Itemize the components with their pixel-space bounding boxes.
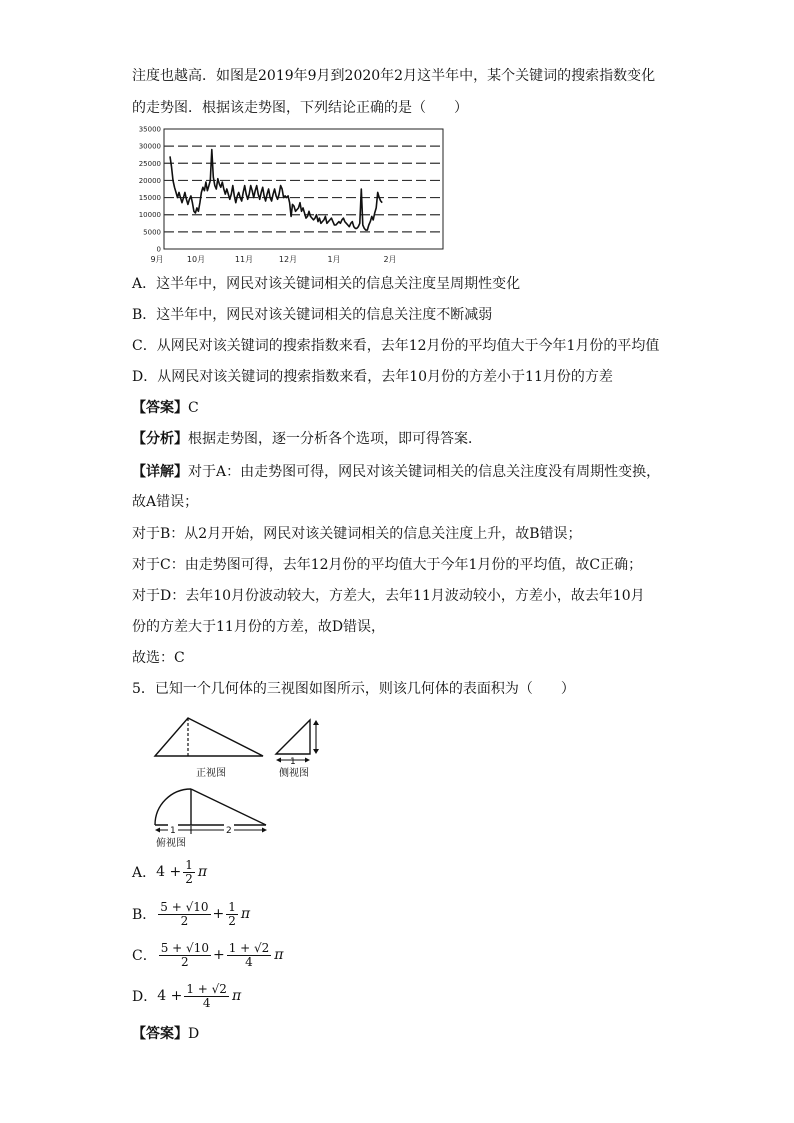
q4-answer: C	[188, 400, 199, 416]
q4-option-b: B．这半年中，网民对该关键词相关的信息关注度不断减弱	[132, 307, 493, 323]
q4-detail-line-3: 对于B：从2月开始，网民对该关键词相关的信息关注度上升，故B错误；	[132, 526, 582, 542]
q5-b-fraction-2: $\frac{1}{2}$	[228, 899, 236, 928]
q5-b-fraction-1: $\frac{5 + √10}{2}$	[160, 899, 209, 928]
chart-plot-frame	[164, 129, 443, 249]
front-view-triangle	[155, 718, 263, 756]
chart-y-tick-label: 0	[156, 245, 161, 254]
chart-y-ticks	[139, 126, 161, 254]
analysis-tag: 【分析】	[132, 431, 188, 447]
chart-y-tick-label: 10000	[138, 211, 161, 220]
chart-y-tick-label: 5000	[143, 228, 161, 237]
q5-stem: 5．已知一个几何体的三视图如图所示，则该几何体的表面积为（ ）	[132, 681, 575, 697]
intro-line-2: 的走势图．根据该走势图，下列结论正确的是（ ）	[132, 100, 468, 116]
q4-detail-line-5: 对于D：去年10月份波动较大，方差大，去年11月波动较小，方差小，故去年10月	[132, 588, 645, 604]
chart-y-tick-label: 30000	[138, 142, 161, 151]
q4-analysis: 根据走势图，逐一分析各个选项，即可得答案．	[188, 431, 482, 447]
top-view-quarter-circle	[155, 789, 191, 825]
top-view-slant-edge	[191, 789, 266, 825]
chart-x-tick-label: 10月	[186, 255, 206, 264]
q4-detail-line-7: 故选：C	[132, 650, 185, 666]
q4-option-c: C．从网民对该关键词的搜索指数来看，去年12月份的平均值大于今年1月份的平均值	[132, 338, 660, 354]
top-view-label: 俯视图	[156, 838, 186, 849]
q4-detail-row	[132, 462, 660, 482]
q4-analysis-row	[132, 429, 482, 449]
chart-y-tick-label: 25000	[138, 159, 161, 168]
q5-a-fraction: $\frac{1}{2}$	[185, 857, 193, 886]
q5-d-fraction: $\frac{1 + √2}{4}$	[186, 981, 227, 1010]
detail-tag: 【详解】	[132, 464, 188, 480]
chart-y-tick-label: 20000	[138, 176, 161, 185]
top-dim-1: 1	[170, 826, 176, 836]
q5-answer: D	[188, 1026, 200, 1042]
q5-answer-row	[132, 1024, 199, 1044]
chart-y-tick-label: 35000	[138, 126, 161, 134]
chart-x-ticks	[150, 255, 396, 264]
side-width-dim: 1	[290, 757, 296, 767]
chart-x-tick-label: 2月	[383, 255, 397, 264]
chart-grid	[164, 146, 443, 232]
q5-option-d: D． 4 + $\frac{1 + √2}{4}$ π	[132, 981, 242, 1010]
q4-detail-line-1: 对于A：由走势图可得，网民对该关键词相关的信息关注度没有周期性变换，	[188, 464, 661, 480]
top-dim-2: 2	[226, 826, 232, 836]
q4-detail-line-4: 对于C：由走势图可得，去年12月份的平均值大于今年1月份的平均值，故C正确；	[132, 557, 643, 573]
chart-x-tick-label: 1月	[327, 255, 341, 264]
side-view-triangle	[276, 720, 310, 754]
q5-option-a: A． 4 + $\frac{1}{2}$ π	[132, 857, 208, 886]
chart-x-tick-label: 12月	[278, 255, 298, 264]
answer-tag: 【答案】	[132, 400, 188, 416]
q4-detail-line-2: 故A错误；	[132, 494, 199, 510]
search-index-chart	[130, 126, 445, 268]
q5-c-fraction-1: $\frac{5 + √10}{2}$	[160, 940, 209, 969]
front-view-label: 正视图	[196, 768, 226, 779]
q4-option-d: D．从网民对该关键词的搜索指数来看，去年10月份的方差小于11月份的方差	[132, 369, 613, 385]
chart-y-tick-label: 15000	[138, 194, 161, 203]
q5-option-b: B． $\frac{5 + √10}{2}$ + $\frac{1}{2}$ π	[132, 899, 251, 928]
answer-tag-q5: 【答案】	[132, 1026, 188, 1042]
chart-x-tick-label: 9月	[150, 255, 164, 264]
q4-detail-line-6: 份的方差大于11月份的方差，故D错误，	[132, 619, 386, 635]
chart-series-line	[170, 150, 382, 231]
three-views-figure	[148, 712, 333, 852]
side-view-label: 侧视图	[279, 768, 309, 779]
chart-x-tick-label: 11月	[234, 255, 254, 264]
q5-c-fraction-2: $\frac{1 + √2}{4}$	[228, 940, 270, 969]
q4-answer-row	[132, 398, 199, 418]
q5-option-c: C． $\frac{5 + √10}{2}$ + $\frac{1 + √2}{4}$ π	[132, 940, 284, 969]
q4-option-a: A．这半年中，网民对该关键词相关的信息关注度呈周期性变化	[132, 276, 521, 292]
intro-line-1: 注度也越高．如图是2019年9月到2020年2月这半年中，某个关键词的搜索指数变化	[132, 68, 656, 84]
